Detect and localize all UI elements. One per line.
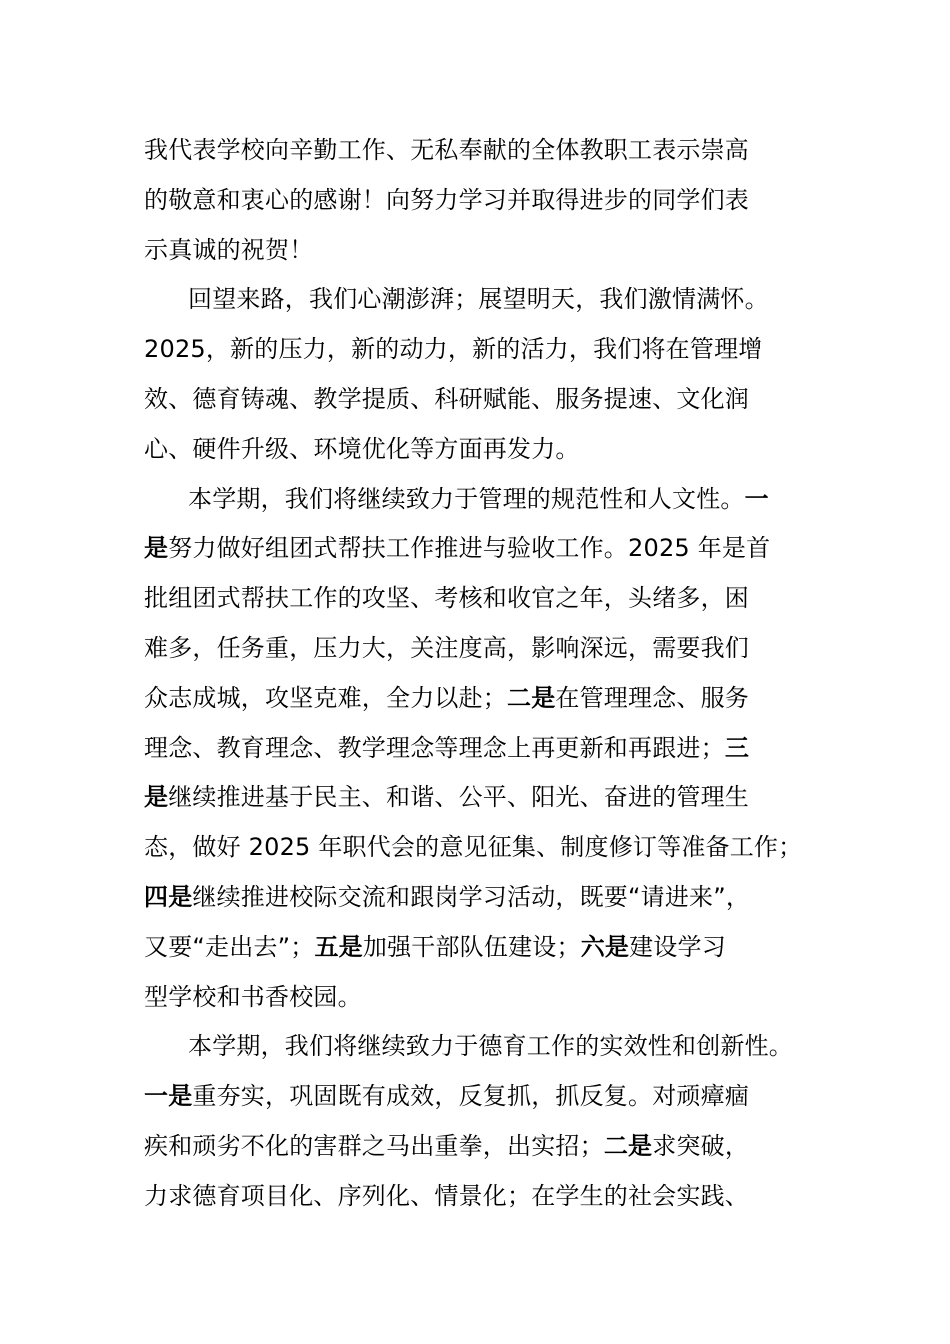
text-line <box>144 524 844 574</box>
text-line <box>144 823 844 873</box>
bold-ordinal-marker: 三 <box>724 733 750 762</box>
text-line <box>144 375 844 425</box>
text-segment: 示真诚的祝贺！ <box>144 235 314 264</box>
text-line <box>144 624 844 674</box>
text-segment: 又要“走出去”； <box>144 932 315 961</box>
text-segment: 回望来路，我们心潮澎湃；展望明天，我们激情满怀。 <box>188 285 769 314</box>
text-segment: 力求德育项目化、序列化、情景化；在学生的社会实践、 <box>144 1181 749 1210</box>
paragraph-first-line <box>144 475 844 525</box>
text-line <box>144 873 844 923</box>
document-body <box>144 126 844 1222</box>
text-line <box>144 325 844 375</box>
text-segment: 重夯实，巩固既有成效，反复抓，抓反复。对顽瘴痼 <box>192 1082 750 1111</box>
text-segment: 本学期，我们将继续致力于德育工作的实效性和创新性。 <box>188 1032 793 1061</box>
text-segment: 的敬意和衷心的感谢！向努力学习并取得进步的同学们表 <box>144 185 749 214</box>
text-line <box>144 226 844 276</box>
bold-ordinal-marker: 是 <box>144 534 169 563</box>
bold-ordinal-marker: 四是 <box>144 882 193 911</box>
text-segment: 心、硬件升级、环境优化等方面再发力。 <box>144 434 580 463</box>
text-segment: 建设学习 <box>629 932 726 961</box>
bold-ordinal-marker: 一 <box>744 484 769 513</box>
bold-ordinal-marker: 二是 <box>507 683 556 712</box>
text-line <box>144 126 844 176</box>
bold-ordinal-marker: 二是 <box>603 1131 653 1160</box>
text-line <box>144 923 844 973</box>
text-line <box>144 1072 844 1122</box>
text-segment: 理念、教育理念、教学理念等理念上再更新和再跟进； <box>144 733 725 762</box>
bold-ordinal-marker: 六是 <box>580 932 630 961</box>
text-line <box>144 674 844 724</box>
text-line <box>144 1172 844 1222</box>
text-segment: 众志成城，攻坚克难，全力以赴； <box>144 683 507 712</box>
text-segment: 我代表学校向辛勤工作、无私奉献的全体教职工表示崇高 <box>144 136 749 164</box>
paragraph-first-line <box>144 275 844 325</box>
text-segment: 态，做好 2025 年职代会的意见征集、制度修订等准备工作； <box>144 833 803 862</box>
text-line <box>144 574 844 624</box>
text-line <box>144 176 844 226</box>
bold-ordinal-marker: 是 <box>144 783 169 812</box>
text-segment: 继续推进校际交流和跟岗学习活动，既要“请进来”， <box>192 882 751 911</box>
paragraph-first-line <box>144 1022 844 1072</box>
bold-ordinal-marker: 五是 <box>314 932 363 961</box>
text-segment: 求突破， <box>652 1131 750 1160</box>
text-segment: 加强干部队伍建设； <box>362 932 581 961</box>
text-line <box>144 425 844 475</box>
text-segment: 在管理理念、服务 <box>555 683 750 712</box>
text-segment: 本学期，我们将继续致力于管理的规范性和人文性。 <box>188 484 745 513</box>
text-line <box>144 724 844 774</box>
text-segment: 继续推进基于民主、和谐、公平、阳光、奋进的管理生 <box>168 783 750 812</box>
text-segment: 效、德育铸魂、教学提质、科研赋能、服务提速、文化润 <box>144 384 749 413</box>
bold-ordinal-marker: 一是 <box>144 1082 193 1111</box>
text-segment: 批组团式帮扶工作的攻坚、考核和收官之年，头绪多，困 <box>144 584 749 613</box>
text-segment: 疾和顽劣不化的害群之马出重拳，出实招； <box>144 1131 604 1160</box>
text-segment: 难多，任务重，压力大，关注度高，影响深远，需要我们 <box>144 633 749 662</box>
text-line <box>144 1122 844 1172</box>
text-segment: 努力做好组团式帮扶工作推进与验收工作。2025 年是首 <box>168 534 771 563</box>
text-segment: 型学校和书香校园。 <box>144 982 362 1011</box>
text-segment: 2025，新的压力，新的动力，新的活力，我们将在管理增 <box>144 335 763 364</box>
text-line <box>144 773 844 823</box>
text-line <box>144 973 844 1023</box>
